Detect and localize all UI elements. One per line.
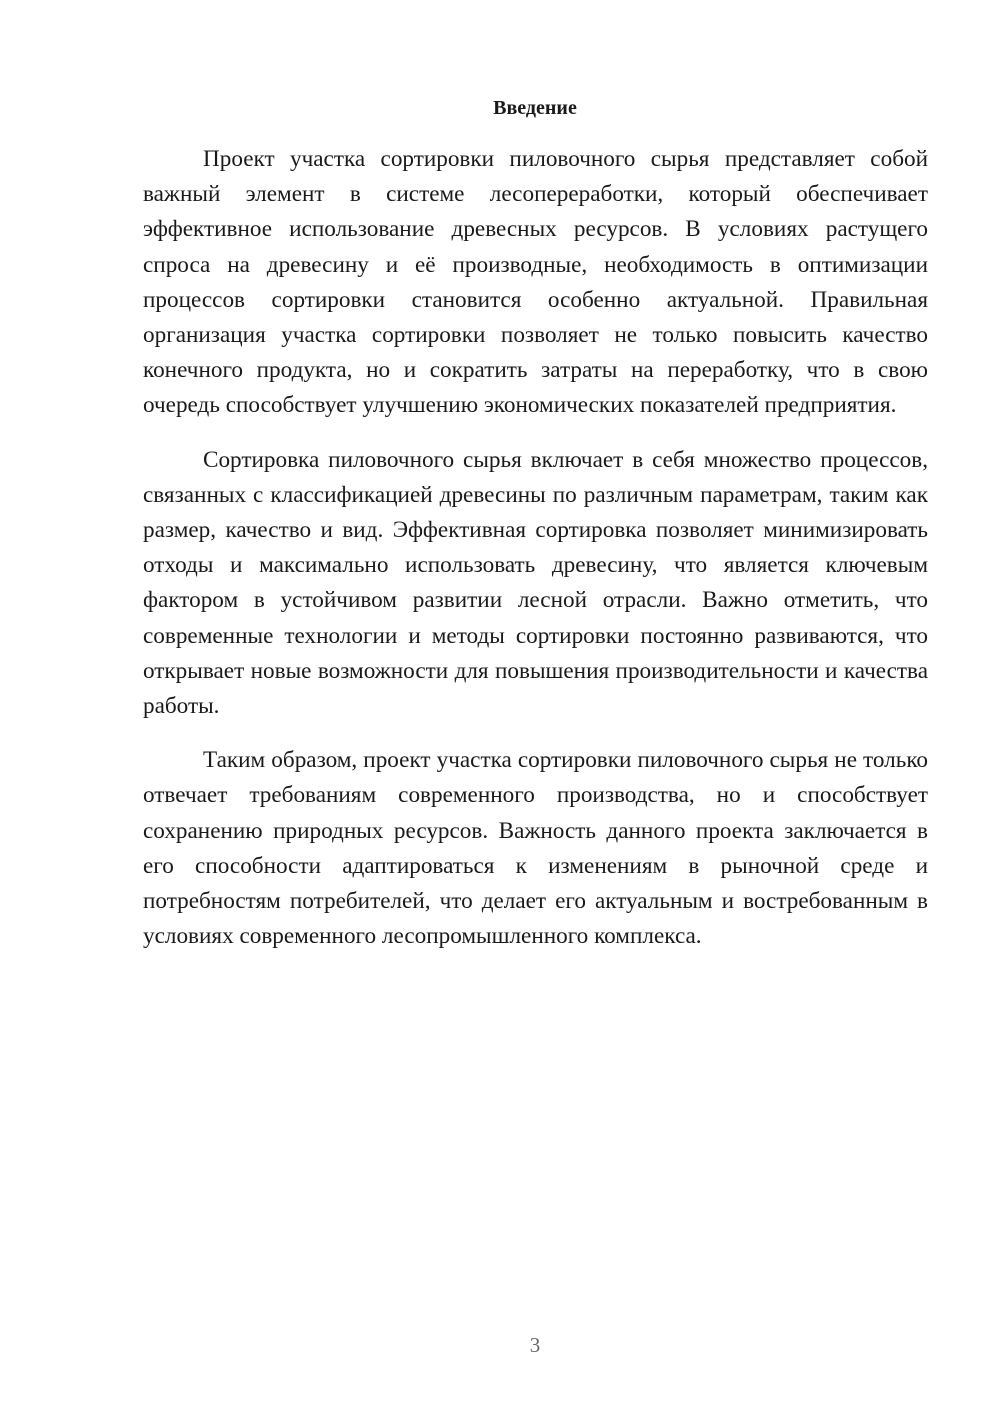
document-body <box>143 142 928 954</box>
paragraph-2: Сортировка пиловочного сырья включает в себя множество процессов, связанных с классификацией древесины по различным параметрам, таким как размер, качество и вид. Эффективная сортировка позволяет минимизировать отходы и максимально использовать древесину, что является ключевым фактором в устойчивом развитии лесной отрасли. Важно отметить, что современные технологии и методы сортировки постоянно развиваются, что открывает новые возможности для повышения производительности и качества работы. <box>143 446 928 720</box>
paragraph-3: Таким образом, проект участка сортировки пиловочного сырья не только отвечает требованиям современного производства, но и способствует сохранению природных ресурсов. Важность данного проекта заключается в его способности адаптироваться к изменениям в рыночной среде и потребностям потребителей, что делает его актуальным и востребованным в условиях современного лесопромышленного комплекса. <box>143 747 928 950</box>
paragraph-1: Проект участка сортировки пиловочного сырья представляет собой важный элемент в системе лесопереработки, который обеспечивает эффективное использование древесных ресурсов. В условиях растущего спроса на древесину и её производные, необходимость в оптимизации процессов сортировки становится особенно актуальной. Правильная организация участка сортировки позволяет не только повысить качество конечного продукта, но и сократить затраты на переработку, что в свою очередь способствует улучшению экономических показателей предприятия. <box>143 146 928 419</box>
page-number: 3 <box>529 1333 541 1357</box>
page-title: Введение <box>493 97 577 119</box>
